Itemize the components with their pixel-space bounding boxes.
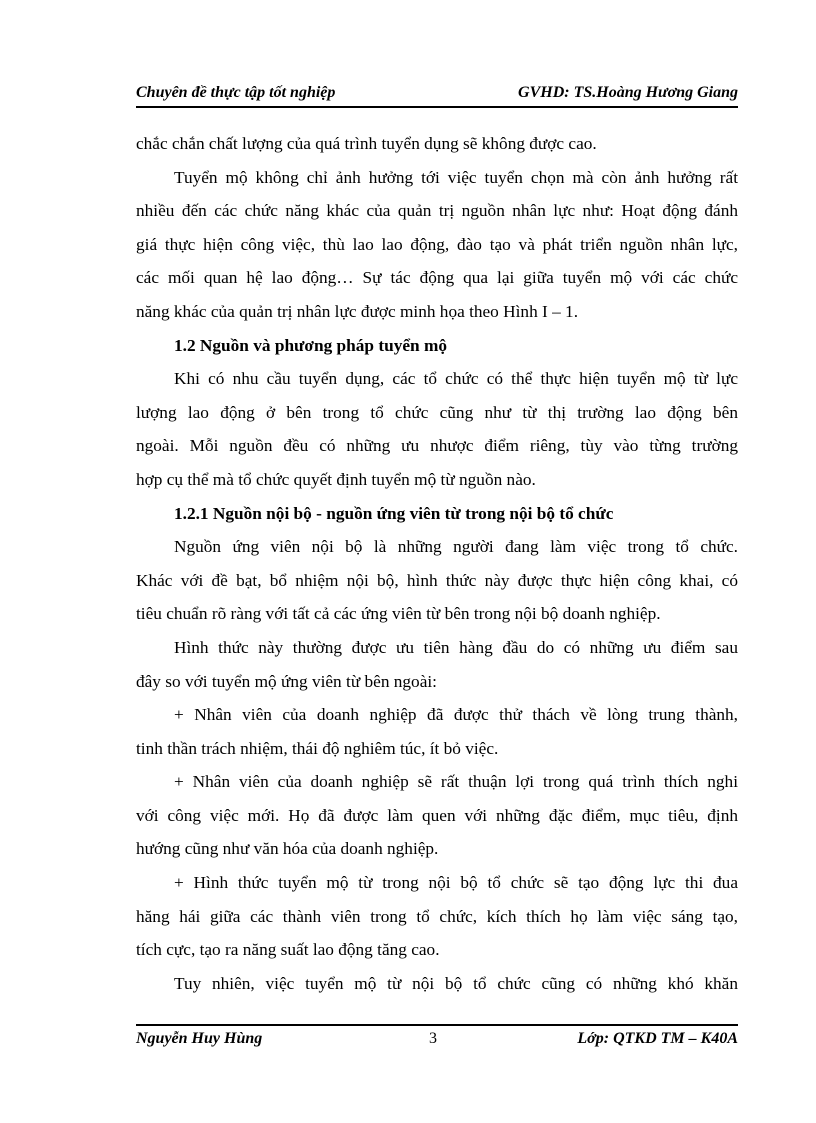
text-line: hăng hái giữa các thành viên trong tổ chức, kích thích họ làm việc sáng tạo, xyxy=(136,906,738,926)
text-line: đây so với tuyển mộ ứng viên từ bên ngoài: xyxy=(136,671,437,691)
text-line: Khác với đề bạt, bổ nhiệm nội bộ, hình thức này được thực hiện công khai, có xyxy=(136,570,738,590)
text-line: tinh thần trách nhiệm, thái độ nghiêm túc, ít bỏ việc. xyxy=(136,738,499,758)
footer-author: Nguyễn Huy Hùng xyxy=(136,1030,263,1047)
header-title: Chuyên đề thực tập tốt nghiệp xyxy=(136,84,336,101)
text-line: nhiều đến các chức năng khác của quản trị nguồn nhân lực như: Hoạt động đánh xyxy=(136,201,738,221)
text-line: với công việc mới. Họ đã được làm quen với những đặc điểm, mục tiêu, định xyxy=(136,805,738,825)
text-line: tích cực, tạo ra năng suất lao động tăng cao. xyxy=(136,940,440,960)
text-line: các mối quan hệ lao động… Sự tác động qua lại giữa tuyển mộ với các chức xyxy=(136,268,738,288)
text-line: 1.2 Nguồn và phương pháp tuyển mộ xyxy=(174,335,447,355)
paragraph xyxy=(136,768,738,869)
paragraph xyxy=(136,164,738,332)
paragraph xyxy=(136,701,738,768)
text-line: năng khác của quản trị nhân lực được minh họa theo Hình I – 1. xyxy=(136,301,579,321)
page-number: 3 xyxy=(429,1030,437,1047)
text-line: Tuyển mộ không chỉ ảnh hưởng tới việc tuyển chọn mà còn ảnh hưởng rất xyxy=(174,167,738,187)
paragraph xyxy=(136,533,738,634)
paragraph xyxy=(136,130,738,164)
document-body xyxy=(136,130,738,1003)
text-line: Hình thức này thường được ưu tiên hàng đầu do có những ưu điểm sau xyxy=(174,637,738,657)
text-line: lượng lao động ở bên trong tổ chức cũng như từ thị trường lao động bên xyxy=(136,402,738,422)
page-footer xyxy=(136,1024,738,1052)
text-line: ngoài. Mỗi nguồn đều có những ưu nhược điểm riêng, tùy vào từng trường xyxy=(136,436,738,456)
section-heading xyxy=(136,500,738,534)
section-heading xyxy=(136,332,738,366)
text-line: hợp cụ thể mà tổ chức quyết định tuyển mộ từ nguồn nào. xyxy=(136,469,536,489)
paragraph xyxy=(136,634,738,701)
text-line: Tuy nhiên, việc tuyển mộ từ nội bộ tổ chức cũng có những khó khăn xyxy=(174,973,738,993)
text-line: chắc chắn chất lượng của quá trình tuyển dụng sẽ không được cao. xyxy=(136,134,597,153)
footer-class: Lớp: QTKD TM – K40A xyxy=(577,1030,738,1047)
page-header xyxy=(136,84,738,108)
text-line: + Nhân viên của doanh nghiệp đã được thử thách về lòng trung thành, xyxy=(174,705,738,725)
text-line: hướng cũng như văn hóa của doanh nghiệp. xyxy=(136,839,439,859)
text-line: 1.2.1 Nguồn nội bộ - nguồn ứng viên từ trong nội bộ tổ chức xyxy=(174,503,614,523)
text-line: + Nhân viên của doanh nghiệp sẽ rất thuận lợi trong quá trình thích nghi xyxy=(174,772,738,792)
text-line: giá thực hiện công việc, thù lao lao động, đào tạo và phát triển nguồn nhân lực, xyxy=(136,234,738,254)
text-line: tiêu chuẩn rõ ràng với tất cả các ứng viên từ bên trong nội bộ doanh nghiệp. xyxy=(136,604,661,624)
paragraph xyxy=(136,869,738,970)
text-line: Khi có nhu cầu tuyển dụng, các tổ chức có thể thực hiện tuyển mộ từ lực xyxy=(174,369,738,389)
paragraph xyxy=(136,970,738,1004)
text-line: Nguồn ứng viên nội bộ là những người đang làm việc trong tổ chức. xyxy=(174,537,738,557)
text-line: + Hình thức tuyển mộ từ trong nội bộ tổ chức sẽ tạo động lực thi đua xyxy=(174,873,738,893)
paragraph xyxy=(136,365,738,499)
header-advisor: GVHD: TS.Hoàng Hương Giang xyxy=(518,84,738,101)
